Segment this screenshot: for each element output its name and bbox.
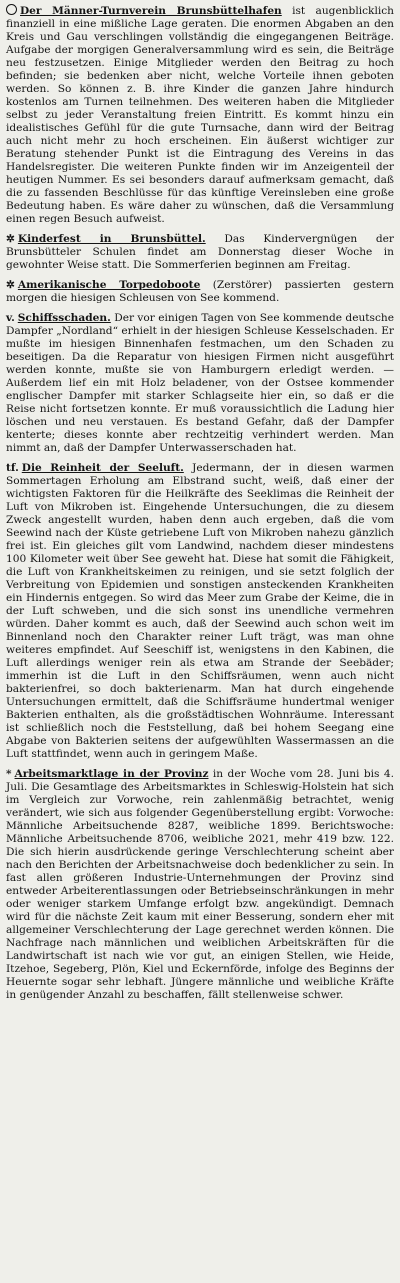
article-headline: Kinderfest in Brunsbüttel. xyxy=(17,233,206,245)
article-headline: Arbeitsmarktlage in der Provinz xyxy=(14,768,209,780)
article-kinderfest xyxy=(6,233,394,272)
asterisk-marker-icon: * xyxy=(6,768,12,780)
article-body: Das Kindervergnügen der Brunsbütteler Schulen findet am Donnerstag dieser Woche in gewohnter Weise statt. Die Sommerferien beginnen am Freitag. xyxy=(6,233,394,271)
article-headline: Schiffsschaden. xyxy=(17,312,111,324)
article-torpedoboote xyxy=(6,279,394,305)
circle-bullet-icon xyxy=(6,4,17,15)
article-seeluft xyxy=(6,462,394,761)
article-body: Der vor einigen Tagen von See kommende deutsche Dampfer „Nordland“ erhielt in der hiesigen Schleuse Kesselschaden. Er mußte im hiesigen Binnenhafen festmachen, um den Schaden zu beseitigen. Da die Reparatur von hiesigen Firmen nicht ausgeführt werden konnte, mußte sie von Hamburgern erledigt werden. — Außerdem lief ein mit Holz beladener, von der Ostsee kommender englischer Dampfer mit starker Schlagseite hier ein, so daß er die Reise nicht fortsetzen konnte. Er muß voraussichtlich die Ladung hier löschen und neu verstauen. Es bestand Gefahr, daß der Dampfer kenterte; dieses konnte aber rechtzeitig verhindert werden. Man nimmt an, daß der Dampfer Unterwasserschaden hat. xyxy=(6,312,395,454)
author-marker: tf. xyxy=(6,462,19,474)
article-headline: Die Reinheit der Seeluft. xyxy=(21,462,184,474)
article-body: in der Woche vom 28. Juni bis 4. Juli. Die Gesamtlage des Arbeitsmarktes in Schleswig-Holstein hat sich im Vergleich zur Vorwoche, rein zahlenmäßig betrachtet, wenig verändert, wie sich aus folgender Gegenüberstellung ergibt: Vorwoche: Männliche Arbeitsuchende 8287, weibliche 1899. Berichtswoche: Männliche Arbeitsuchende 8706, weibliche 2021, mehr 419 bzw. 122. Die sich hierin ausdrückende geringe Verschlechterung scheint aber nach den Berichten der Arbeitsnachweise doch bedenklicher zu sein. In fast allen größeren Industrie-Unternehmungen der Provinz sind entweder Arbeiterentlassungen oder Betriebseinschränkungen in mehr oder weniger starkem Umfange erfolgt bzw. angekündigt. Demnach wird für die nächste Zeit kaum mit einer Besserung, sondern eher mit allgemeiner Verschlechterung der Lage gerechnet werden können. Die Nachfrage nach männlichen und weiblichen Arbeitskräften für die Landwirtschaft ist nach wie vor gut, an einigen Stellen, wie Heide, Itzehoe, Segeberg, Plön, Kiel und Eckernförde, infolge des Beginns der Heuernte sogar sehr lebhaft. Jüngere männliche und weibliche Kräfte in genügender Anzahl zu beschaffen, fällt stellenweise schwer. xyxy=(6,768,394,1001)
star-marker-icon: ✲ xyxy=(6,233,15,245)
article-schiffsschaden xyxy=(6,312,394,455)
article-body: Jedermann, der in diesen warmen Sommertagen Erholung am Elbstrand sucht, weiß, daß einer der wichtigsten Faktoren für die Heilkräfte des Seeklimas die Reinheit der Luft von Mikroben ist. Eingehende Untersuchungen, die zu diesem Zweck angestellt wurden, haben denn auch ergeben, daß die vom Seewind nach der Küste getriebene Luft von Mikroben nahezu gänzlich frei ist. Ein gleiches gilt vom Landwind, nachdem dieser mindestens 100 Kilometer weit über See geweht hat. Diese hat somit die Fähigkeit, die Luft von Krankheitskeimen zu reinigen, und sie setzt folglich der Verbreitung von Epidemien und sonstigen ansteckenden Krankheiten ein Hindernis entgegen. So wird das Meer zum Grabe der Keime, die in der Luft schweben, und die sich sonst ins unendliche vermehren würden. Daher kommt es auch, daß der Seewind auch schon weit im Binnenland noch den Charakter reiner Luft trägt, was man ohne weiteres empfindet. Auf Seeschiff ist, wenigstens in den Kabinen, die Luft allerdings weniger rein als etwa am Strande der Seebäder; immerhin ist die Luft in den Schiffsräumen, wenn auch nicht bakterienfrei, so doch bakterienarm. Man hat durch eingehende Untersuchungen ermittelt, daß die Schiffsräume hundertmal weniger Bakterien enthalten, als die großstädtischen Wohnräume. Interessant ist schließlich noch die Feststellung, daß bei hohem Seegang eine Abgabe von Bakterien seitens der aufgewühlten Wassermassen an die Luft stattfindet, wenn auch in geringem Maße. xyxy=(6,462,394,760)
article-body: (Zerstörer) passierten gestern morgen die hiesigen Schleusen von See kommend. xyxy=(6,279,395,304)
article-body: ist augenblicklich finanziell in eine mißliche Lage geraten. Die enormen Abgaben an den Kreis und Gau verschlingen vollständig die eingegangenen Beiträge. Aufgabe der morgigen Generalversammlung wird es sein, die Beiträge neu festzusetzen. Einige Mitglieder werden den Beitrag zu hoch befinden; sie bedenken aber nicht, welche Vorteile ihnen geboten werden. So können z. B. ihre Kinder die ganzen Jahre hindurch kostenlos am Turnen teilnehmen. Des weiteren haben die Mitglieder selbst zu jeder Veranstaltung freien Eintritt. Es kommt hinzu ein idealistisches Gefühl für die gute Turnsache, dann wird der Beitrag auch nicht mehr zu hoch erscheinen. Ein äußerst wichtiger zur Beratung stehender Punkt ist die Eintragung des Vereins in das Handelsregister. Die weiteren Punkte finden wir im Anzeigenteil der heutigen Nummer. Es sei besonders darauf aufmerksam gemacht, daß die zu fassenden Beschlüsse für das künftige Vereinsleben eine große Bedeutung haben. Es wäre daher zu wünschen, daß die Versammlung einen regen Besuch aufweist. xyxy=(6,5,394,225)
author-marker: v. xyxy=(6,312,15,324)
star-marker-icon: ✲ xyxy=(6,279,15,291)
article-arbeitsmarkt xyxy=(6,768,394,1002)
article-headline: Amerikanische Torpedoboote xyxy=(17,279,201,291)
article-turnverein xyxy=(6,4,394,226)
article-headline: Der Männer-Turnverein Brunsbüttelhafen xyxy=(20,5,282,17)
